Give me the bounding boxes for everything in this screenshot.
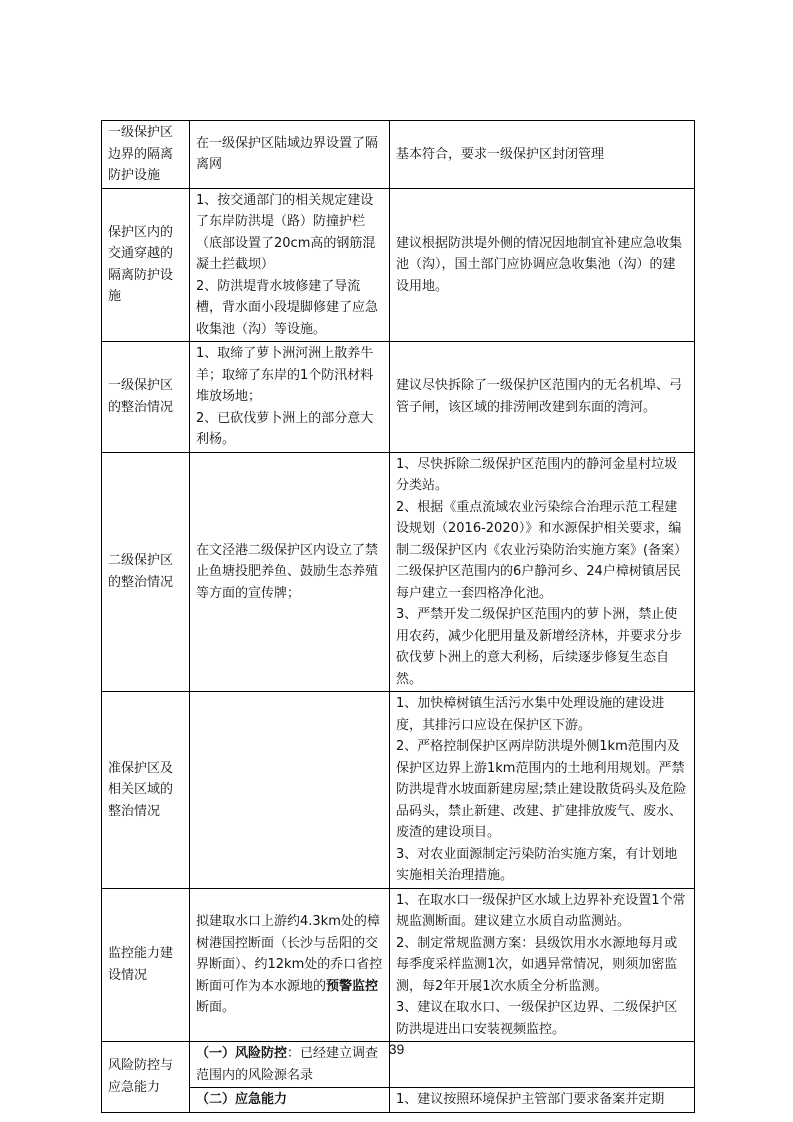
suggestion-item: 2、制定常规监测方案：县级饮用水水源地每月或每季度采样监测1次，如遇异常情况，则须加密监测，每2年开展1次水质全分析监测。 xyxy=(396,935,678,994)
table-row xyxy=(102,188,695,342)
suggestion-item: 2、严格控制保护区两岸防洪堤外侧1km范围内及保护区边界上游1km范围内的土地利用规划。严禁防洪堤背水坡面新建房屋;禁止建设散货码头及危险品码头，禁止新建、改建、扩建排放废气、废水、废渣的建设项目。 xyxy=(396,739,687,840)
measure-item: 1、取缔了萝卜洲河洲上散养牛羊；取缔了东岸的1个防汛材料堆放场地； xyxy=(196,346,374,404)
suggestion-cell: 建议尽快拆除了一级保护区范围内的无名机埠、弓管子闸，该区域的排涝闸改建到东面的湾河。 xyxy=(390,342,695,453)
suggestion-item: 3、严禁开发二级保护区范围内的萝卜洲，禁止使用农药，减少化肥用量及新增经济林，并要求分步砍伐萝卜洲上的意大利杨，后续逐步修复生态自然。 xyxy=(396,607,683,687)
suggestion-item: 1、在取水口一级保护区水域上边界补充设置1个常规监测断面。建议建立水质自动监测站。 xyxy=(396,892,686,929)
row-label: 一级保护区的整治情况 xyxy=(102,342,190,453)
row-label: 监控能力建设情况 xyxy=(102,888,190,1042)
table-row xyxy=(102,342,695,453)
subsection-text: ：已经建立调查范围内的风险源名录 xyxy=(196,1046,379,1083)
row-label: 准保护区及相关区域的整治情况 xyxy=(102,692,190,889)
suggestion-cell xyxy=(390,452,695,692)
suggestion-cell: 基本符合，要求一级保护区封闭管理 xyxy=(390,121,695,189)
table-row xyxy=(102,1088,695,1113)
measure-text-end: 断面。 xyxy=(196,1000,236,1015)
measures-cell xyxy=(190,692,390,889)
measures-cell xyxy=(190,888,390,1042)
row-label: 保护区内的交通穿越的隔离防护设施 xyxy=(102,188,190,342)
measure-item: 2、已砍伐萝卜洲上的部分意大利杨。 xyxy=(196,410,374,447)
subsection-title: （一）风险防控 xyxy=(196,1046,288,1061)
suggestion-item: 1、加快樟树镇生活污水集中处理设施的建设进度，其排污口应设在保护区下游。 xyxy=(396,696,665,733)
measures-cell xyxy=(190,188,390,342)
suggestion-cell: 建议根据防洪堤外侧的情况因地制宜补建应急收集池（沟），国土部门应协调应急收集池（沟）的建设用地。 xyxy=(390,188,695,342)
table-row xyxy=(102,692,695,889)
measure-text: 拟建取水口上游约4.3km处的樟树港国控断面（长沙与岳阳的交界断面）、约12km处的乔口省控断面可作为本水源地的 xyxy=(196,914,383,994)
suggestion-cell xyxy=(390,692,695,889)
subsection-title: （二）应急能力 xyxy=(196,1092,288,1107)
measure-emphasis: 预警监控 xyxy=(326,978,379,994)
emergency-capacity-cell xyxy=(190,1088,390,1113)
suggestion-item: 1、尽快拆除二级保护区范围内的静河金星村垃圾分类站。 xyxy=(396,456,678,493)
suggestion-cell xyxy=(390,888,695,1042)
table-row xyxy=(102,888,695,1042)
row-label: 二级保护区的整治情况 xyxy=(102,452,190,692)
measures-cell xyxy=(190,342,390,453)
suggestion-cell: 1、建议按照环境保护主管部门要求备案并定期 xyxy=(390,1088,695,1113)
table-row xyxy=(102,452,695,692)
page-number: 39 xyxy=(388,1041,405,1057)
measures-table xyxy=(101,120,695,1113)
measure-item: 1、按交通部门的相关规定建设了东岸防洪堤（路）防撞护栏（底部设置了20cm高的钢筋混凝土拦截坝） xyxy=(196,192,376,272)
row-label: 风险防控与应急能力 xyxy=(102,1042,190,1113)
suggestion-item: 2、根据《重点流域农业污染综合治理示范工程建设规划（2016-2020）》和水源保护相关要求，编制二级保护区内《农业污染防治实施方案》(备案）二级保护区范围内的6户静河乡、24户樟树镇居民每户建立一套四格净化池。 xyxy=(396,499,688,601)
suggestion-item: 3、建议在取水口、一级保护区边界、二级保护区防洪堤进出口安装视频监控。 xyxy=(396,1000,678,1037)
measures-cell: 在一级保护区陆域边界设置了隔离网 xyxy=(190,121,390,189)
measure-item: 2、防洪堤背水坡修建了导流槽，背水面小段堤脚修建了应急收集池（沟）等设施。 xyxy=(196,278,379,337)
measures-cell: 在文泾港二级保护区内设立了禁止鱼塘投肥养鱼、鼓励生态养殖等方面的宣传牌； xyxy=(190,452,390,692)
table-row xyxy=(102,121,695,189)
row-label: 一级保护区边界的隔离防护设施 xyxy=(102,121,190,189)
suggestion-item: 3、对农业面源制定污染防治实施方案，有计划地实施相关治理措施。 xyxy=(396,846,678,883)
